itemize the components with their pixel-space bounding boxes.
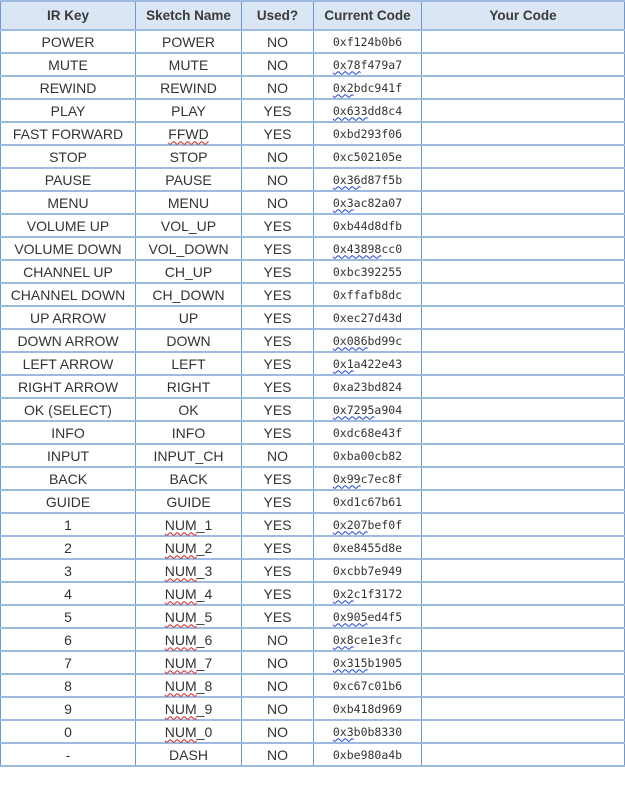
your-code-cell[interactable] [422, 329, 625, 352]
your-code-cell[interactable] [422, 559, 625, 582]
ir-key-cell: 0 [1, 720, 136, 743]
table-row [1, 743, 625, 766]
sketch-name-cell: PLAY [136, 99, 242, 122]
grammar-underline: 0x633 [332, 103, 368, 118]
your-code-cell[interactable] [422, 490, 625, 513]
spellcheck-underline: NUM [164, 516, 197, 533]
used-cell: YES [242, 352, 314, 375]
current-code-cell: 0xc502105e [314, 145, 422, 168]
ir-key-cell: INFO [1, 421, 136, 444]
code-suffix: f479a7 [360, 57, 403, 72]
sketch-name-cell: STOP [136, 145, 242, 168]
code-suffix: a422e43 [353, 356, 403, 371]
your-code-cell[interactable] [422, 697, 625, 720]
table-row [1, 421, 625, 444]
table-row [1, 99, 625, 122]
ir-key-cell: OK (SELECT) [1, 398, 136, 421]
your-code-cell[interactable] [422, 352, 625, 375]
used-cell: YES [242, 536, 314, 559]
your-code-cell[interactable] [422, 53, 625, 76]
spellcheck-underline: NUM [164, 539, 197, 556]
table-row [1, 697, 625, 720]
current-code-cell: 0xbe980a4b [314, 743, 422, 766]
ir-key-cell: PAUSE [1, 168, 136, 191]
used-cell: YES [242, 467, 314, 490]
current-code-cell [314, 352, 422, 375]
table-row [1, 122, 625, 145]
table-row [1, 651, 625, 674]
sketch-name-suffix: _9 [196, 700, 213, 717]
ir-key-cell: CHANNEL UP [1, 260, 136, 283]
code-suffix: b1905 [367, 655, 403, 670]
sketch-name-cell: RIGHT [136, 375, 242, 398]
sketch-name-cell: CH_UP [136, 260, 242, 283]
current-code-cell: 0xb418d969 [314, 697, 422, 720]
used-cell: NO [242, 697, 314, 720]
grammar-underline: 0x207 [332, 517, 368, 532]
spellcheck-underline: NUM [164, 654, 197, 671]
current-code-cell [314, 467, 422, 490]
table-row [1, 513, 625, 536]
your-code-cell[interactable] [422, 122, 625, 145]
table-row [1, 329, 625, 352]
your-code-cell[interactable] [422, 628, 625, 651]
sketch-name-suffix: _6 [196, 631, 213, 648]
used-cell: YES [242, 582, 314, 605]
sketch-name-suffix: _8 [196, 677, 213, 694]
used-cell: YES [242, 306, 314, 329]
your-code-cell[interactable] [422, 76, 625, 99]
current-code-cell [314, 513, 422, 536]
spellcheck-underline: NUM [164, 723, 197, 740]
table-row [1, 605, 625, 628]
current-code-cell [314, 398, 422, 421]
header-your-code: Your Code [422, 1, 625, 30]
used-cell: YES [242, 214, 314, 237]
spellcheck-underline: NUM [164, 700, 197, 717]
grammar-underline: 0x8 [332, 632, 354, 647]
header-row [1, 1, 625, 30]
sketch-name-cell [136, 605, 242, 628]
your-code-cell[interactable] [422, 720, 625, 743]
table-row [1, 30, 625, 53]
used-cell: YES [242, 375, 314, 398]
current-code-cell: 0xba00cb82 [314, 444, 422, 467]
code-suffix: c1f3172 [353, 586, 403, 601]
table-row [1, 467, 625, 490]
your-code-cell[interactable] [422, 99, 625, 122]
spellcheck-underline: NUM [164, 631, 197, 648]
ir-key-cell: 3 [1, 559, 136, 582]
grammar-underline: 0x2 [332, 586, 354, 601]
table-row [1, 306, 625, 329]
current-code-cell: 0xbc392255 [314, 260, 422, 283]
table-row [1, 53, 625, 76]
current-code-cell: 0xec27d43d [314, 306, 422, 329]
sketch-name-cell: REWIND [136, 76, 242, 99]
ir-key-cell: DOWN ARROW [1, 329, 136, 352]
table-row [1, 720, 625, 743]
current-code-cell: 0xd1c67b61 [314, 490, 422, 513]
sketch-name-cell: VOL_DOWN [136, 237, 242, 260]
grammar-underline: 0x1 [332, 356, 354, 371]
sketch-name-suffix: _3 [196, 562, 213, 579]
sketch-name-suffix: _7 [196, 654, 213, 671]
your-code-cell[interactable] [422, 421, 625, 444]
used-cell: NO [242, 53, 314, 76]
used-cell: YES [242, 559, 314, 582]
your-code-cell[interactable] [422, 398, 625, 421]
your-code-cell[interactable] [422, 375, 625, 398]
code-suffix: d87f5b [360, 172, 403, 187]
sketch-name-cell: INFO [136, 421, 242, 444]
your-code-cell[interactable] [422, 283, 625, 306]
current-code-cell [314, 191, 422, 214]
sketch-name-cell: BACK [136, 467, 242, 490]
spellcheck-underline: NUM [164, 585, 197, 602]
code-suffix: dd8c4 [367, 103, 403, 118]
sketch-name-cell: DOWN [136, 329, 242, 352]
ir-key-cell: 1 [1, 513, 136, 536]
sketch-name-cell [136, 122, 242, 145]
used-cell: YES [242, 421, 314, 444]
table-row [1, 168, 625, 191]
spellcheck-underline: NUM [164, 562, 197, 579]
table-row [1, 490, 625, 513]
sketch-name-cell: CH_DOWN [136, 283, 242, 306]
your-code-cell[interactable] [422, 536, 625, 559]
current-code-cell: 0xf124b0b6 [314, 30, 422, 53]
spellcheck-underline: FFWD [168, 125, 209, 142]
table-row [1, 191, 625, 214]
current-code-cell: 0xdc68e43f [314, 421, 422, 444]
table-body [1, 30, 625, 766]
used-cell: YES [242, 260, 314, 283]
code-suffix: bdc941f [353, 80, 403, 95]
current-code-cell [314, 628, 422, 651]
sketch-name-cell [136, 513, 242, 536]
your-code-cell[interactable] [422, 260, 625, 283]
grammar-underline: 0x2 [332, 80, 354, 95]
sketch-name-cell [136, 697, 242, 720]
ir-key-cell: 4 [1, 582, 136, 605]
ir-key-cell: 7 [1, 651, 136, 674]
used-cell: YES [242, 398, 314, 421]
current-code-cell [314, 329, 422, 352]
ir-key-cell: LEFT ARROW [1, 352, 136, 375]
current-code-cell [314, 237, 422, 260]
sketch-name-cell [136, 651, 242, 674]
header-used: Used? [242, 1, 314, 30]
used-cell: YES [242, 122, 314, 145]
ir-key-cell: UP ARROW [1, 306, 136, 329]
table-row [1, 352, 625, 375]
ir-key-cell: INPUT [1, 444, 136, 467]
used-cell: NO [242, 444, 314, 467]
sketch-name-suffix: _4 [196, 585, 213, 602]
sketch-name-cell: UP [136, 306, 242, 329]
code-suffix: bef0f [367, 517, 403, 532]
used-cell: NO [242, 720, 314, 743]
used-cell: YES [242, 490, 314, 513]
current-code-cell [314, 76, 422, 99]
grammar-underline: 0x99 [332, 471, 361, 486]
your-code-cell[interactable] [422, 214, 625, 237]
grammar-underline: 0x7295 [332, 402, 375, 417]
grammar-underline: 0x36 [332, 172, 361, 187]
your-code-cell[interactable] [422, 743, 625, 766]
ir-key-cell: 9 [1, 697, 136, 720]
used-cell: YES [242, 283, 314, 306]
ir-key-cell: PLAY [1, 99, 136, 122]
ir-key-cell: VOLUME UP [1, 214, 136, 237]
table-row [1, 582, 625, 605]
table-row [1, 559, 625, 582]
ir-key-cell: MUTE [1, 53, 136, 76]
spellcheck-underline: NUM [164, 608, 197, 625]
sketch-name-cell: PAUSE [136, 168, 242, 191]
sketch-name-cell [136, 720, 242, 743]
current-code-cell [314, 651, 422, 674]
table-row [1, 237, 625, 260]
used-cell: NO [242, 168, 314, 191]
ir-key-cell: MENU [1, 191, 136, 214]
current-code-cell [314, 168, 422, 191]
used-cell: NO [242, 145, 314, 168]
current-code-cell: 0xcbb7e949 [314, 559, 422, 582]
table-row [1, 444, 625, 467]
used-cell: YES [242, 329, 314, 352]
current-code-cell: 0xffafb8dc [314, 283, 422, 306]
sketch-name-cell: INPUT_CH [136, 444, 242, 467]
code-suffix: c7ec8f [360, 471, 403, 486]
your-code-cell[interactable] [422, 582, 625, 605]
current-code-cell [314, 605, 422, 628]
ir-key-cell: - [1, 743, 136, 766]
sketch-name-suffix: _5 [196, 608, 213, 625]
grammar-underline: 0x905 [332, 609, 368, 624]
ir-key-cell: CHANNEL DOWN [1, 283, 136, 306]
your-code-cell[interactable] [422, 513, 625, 536]
current-code-cell: 0xbd293f06 [314, 122, 422, 145]
used-cell: NO [242, 651, 314, 674]
used-cell: NO [242, 76, 314, 99]
sketch-name-cell: OK [136, 398, 242, 421]
current-code-cell [314, 582, 422, 605]
your-code-cell[interactable] [422, 444, 625, 467]
current-code-cell [314, 720, 422, 743]
header-ir-key: IR Key [1, 1, 136, 30]
table-row [1, 145, 625, 168]
your-code-cell[interactable] [422, 168, 625, 191]
used-cell: NO [242, 30, 314, 53]
sketch-name-cell: VOL_UP [136, 214, 242, 237]
ir-key-cell: REWIND [1, 76, 136, 99]
sketch-name-cell: MENU [136, 191, 242, 214]
table-row [1, 398, 625, 421]
your-code-cell[interactable] [422, 237, 625, 260]
table-row [1, 628, 625, 651]
used-cell: NO [242, 191, 314, 214]
sketch-name-cell [136, 674, 242, 697]
code-suffix: cc0 [381, 241, 403, 256]
sketch-name-cell [136, 582, 242, 605]
used-cell: YES [242, 605, 314, 628]
ir-key-cell: 8 [1, 674, 136, 697]
current-code-cell [314, 53, 422, 76]
sketch-name-cell: DASH [136, 743, 242, 766]
ir-key-cell: FAST FORWARD [1, 122, 136, 145]
ir-key-cell: 2 [1, 536, 136, 559]
current-code-cell: 0xc67c01b6 [314, 674, 422, 697]
sketch-name-suffix: _2 [196, 539, 213, 556]
your-code-cell[interactable] [422, 145, 625, 168]
code-suffix: ac82a07 [353, 195, 403, 210]
ir-key-cell: BACK [1, 467, 136, 490]
sketch-name-cell [136, 628, 242, 651]
header-sketch-name: Sketch Name [136, 1, 242, 30]
grammar-underline: 0x3 [332, 195, 354, 210]
your-code-cell[interactable] [422, 651, 625, 674]
sketch-name-cell: LEFT [136, 352, 242, 375]
your-code-cell[interactable] [422, 674, 625, 697]
ir-key-cell: GUIDE [1, 490, 136, 513]
used-cell: NO [242, 743, 314, 766]
code-suffix: ed4f5 [367, 609, 403, 624]
used-cell: YES [242, 237, 314, 260]
table-row [1, 260, 625, 283]
ir-key-cell: POWER [1, 30, 136, 53]
your-code-cell[interactable] [422, 605, 625, 628]
sketch-name-suffix: _0 [196, 723, 213, 740]
spellcheck-underline: NUM [164, 677, 197, 694]
table-row [1, 536, 625, 559]
code-suffix: b0b8330 [353, 724, 403, 739]
current-code-cell: 0xa23bd824 [314, 375, 422, 398]
ir-key-cell: STOP [1, 145, 136, 168]
used-cell: YES [242, 99, 314, 122]
sketch-name-cell: GUIDE [136, 490, 242, 513]
sketch-name-cell: POWER [136, 30, 242, 53]
grammar-underline: 0x78 [332, 57, 361, 72]
code-suffix: bd99c [367, 333, 403, 348]
sketch-name-cell: MUTE [136, 53, 242, 76]
code-suffix: a904 [374, 402, 403, 417]
used-cell: NO [242, 674, 314, 697]
used-cell: NO [242, 628, 314, 651]
sketch-name-cell [136, 559, 242, 582]
your-code-cell[interactable] [422, 191, 625, 214]
table-row [1, 375, 625, 398]
ir-key-cell: RIGHT ARROW [1, 375, 136, 398]
code-suffix: ce1e3fc [353, 632, 403, 647]
ir-key-cell: 6 [1, 628, 136, 651]
used-cell: YES [242, 513, 314, 536]
grammar-underline: 0x315 [332, 655, 368, 670]
ir-key-cell: 5 [1, 605, 136, 628]
grammar-underline: 0x086 [332, 333, 368, 348]
table-row [1, 214, 625, 237]
grammar-underline: 0x3 [332, 724, 354, 739]
table-row [1, 76, 625, 99]
current-code-cell: 0xe8455d8e [314, 536, 422, 559]
table-row [1, 674, 625, 697]
current-code-cell [314, 99, 422, 122]
your-code-cell[interactable] [422, 306, 625, 329]
header-current-code: Current Code [314, 1, 422, 30]
grammar-underline: 0x43898 [332, 241, 382, 256]
table-row [1, 283, 625, 306]
your-code-cell[interactable] [422, 30, 625, 53]
current-code-cell: 0xb44d8dfb [314, 214, 422, 237]
ir-key-cell: VOLUME DOWN [1, 237, 136, 260]
sketch-name-cell [136, 536, 242, 559]
your-code-cell[interactable] [422, 467, 625, 490]
sketch-name-suffix: _1 [196, 516, 213, 533]
